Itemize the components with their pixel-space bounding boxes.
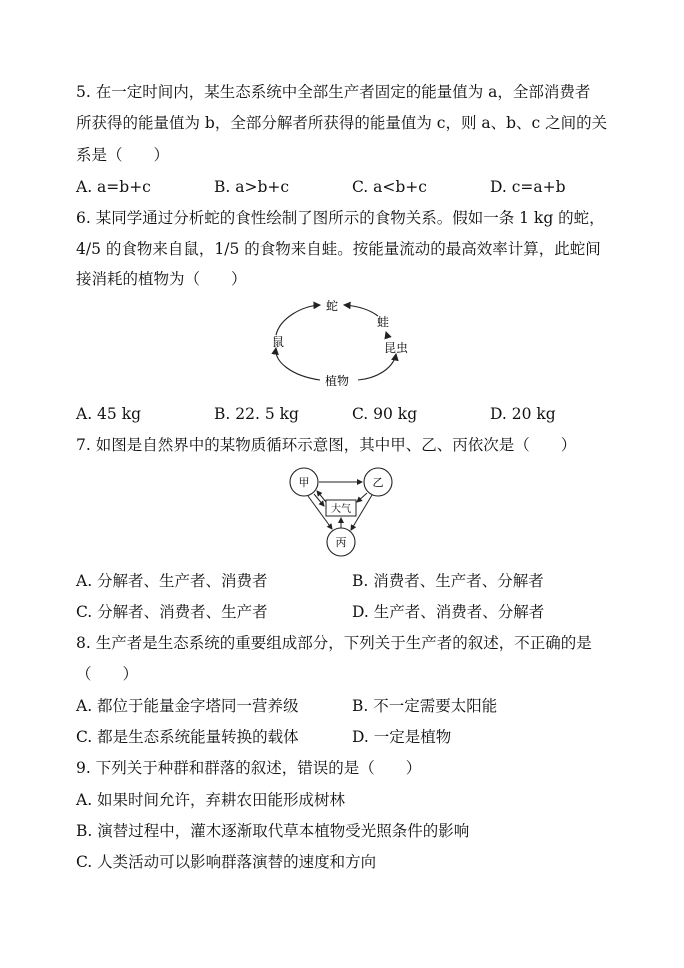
q5-stem-line-2: 所获得的能量值为 b，全部分解者所获得的能量值为 c，则 a、b、c 之间的关 (76, 114, 608, 132)
node-plant: 植物 (324, 374, 350, 388)
q9-option-c: C. 人类活动可以影响群落演替的速度和方向 (76, 853, 377, 871)
q5-option-b: B. a>b+c (214, 178, 290, 196)
q5-option-a: A. a=b+c (76, 178, 151, 196)
arrow-yi-to-atmosphere (357, 493, 367, 502)
q8-option-d: D. 一定是植物 (352, 728, 452, 746)
food-web-diagram (262, 290, 422, 390)
node-bing: 丙 (335, 536, 347, 549)
q5-option-d: D. c=a+b (490, 178, 566, 196)
q6-option-d: D. 20 kg (490, 405, 556, 423)
q7-option-d: D. 生产者、消费者、分解者 (352, 603, 545, 621)
q6-option-b: B. 22. 5 kg (214, 405, 299, 423)
q6-option-a: A. 45 kg (76, 405, 142, 423)
q5-stem-line-3: 系是（ ） (76, 146, 170, 164)
q8-option-a: A. 都位于能量金字塔同一营养级 (76, 697, 299, 715)
node-mouse: 鼠 (271, 335, 285, 349)
node-yi: 乙 (372, 476, 384, 489)
q8-stem-line-1: 8. 生产者是生态系统的重要组成部分，下列关于生产者的叙述，不正确的是 (76, 634, 592, 652)
q6-stem-line-1: 6. 某同学通过分析蛇的食性绘制了图所示的食物关系。假如一条 1 kg 的蛇， (76, 209, 605, 227)
node-jia: 甲 (298, 476, 310, 489)
q7-option-b: B. 消费者、生产者、分解者 (352, 572, 544, 590)
q8-option-c: C. 都是生态系统能量转换的载体 (76, 728, 299, 746)
node-atmosphere: 大气 (331, 504, 351, 515)
arrow-atmosphere-to-jia (317, 491, 326, 502)
q6-stem-line-3: 接消耗的植物为（ ） (76, 270, 247, 288)
q7-option-a: A. 分解者、生产者、消费者 (76, 572, 268, 590)
q5-option-c: C. a<b+c (352, 178, 427, 196)
arrow-frog-to-snake (344, 305, 378, 316)
arrow-plant-to-mouse (276, 348, 320, 380)
node-snake: 蛇 (325, 299, 339, 313)
arrow-mouse-to-snake (276, 305, 320, 335)
arrow-jia-to-atmosphere (314, 494, 324, 506)
q8-option-b: B. 不一定需要太阳能 (352, 697, 498, 715)
q9-option-a: A. 如果时间允许，弃耕农田能形成树林 (76, 791, 346, 809)
node-frog: 蛙 (376, 315, 390, 329)
q9-option-b: B. 演替过程中，灌木逐渐取代草本植物受光照条件的影响 (76, 822, 470, 840)
arrow-insect-to-frog (386, 332, 388, 338)
arrow-plant-to-insect (358, 354, 396, 380)
q6-stem-line-2: 4/5 的食物来自鼠，1/5 的食物来自蛙。按能量流动的最高效率计算，此蛇间 (76, 240, 601, 258)
q6-option-c: C. 90 kg (352, 405, 418, 423)
q5-stem-line-1: 5. 在一定时间内，某生态系统中全部生产者固定的能量值为 a，全部消费者 (76, 83, 591, 101)
material-cycle-diagram (284, 464, 400, 558)
q8-stem-line-2: （ ） (76, 665, 139, 683)
q9-stem-line-1: 9. 下列关于种群和群落的叙述，错误的是（ ） (76, 759, 422, 777)
node-insect: 昆虫 (383, 341, 409, 355)
q7-stem-line-1: 7. 如图是自然界中的某物质循环示意图，其中甲、乙、丙依次是（ ） (76, 436, 577, 454)
q7-option-c: C. 分解者、消费者、生产者 (76, 603, 268, 621)
